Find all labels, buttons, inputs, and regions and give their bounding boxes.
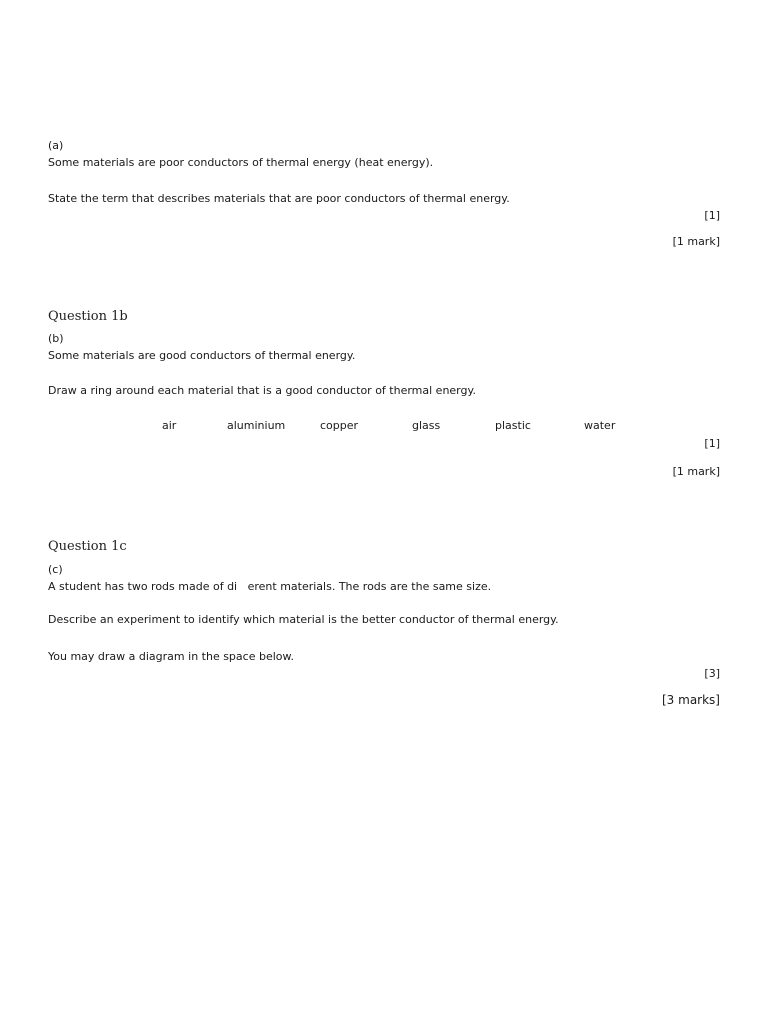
material-option-water[interactable]: water (584, 419, 616, 432)
question-1a-total-marks: [1 mark] (672, 235, 720, 248)
question-1b-heading: Question 1b (48, 309, 128, 324)
question-1a-mark: [1] (704, 209, 720, 222)
question-1a-intro: Some materials are poor conductors of thermal energy (heat energy). (48, 156, 434, 169)
question-1c-intro: A student has two rods made of di erent materials. The rods are the same size. (48, 580, 492, 593)
part-label-b: (b) (48, 332, 64, 345)
question-1b-intro: Some materials are good conductors of thermal energy. (48, 349, 356, 362)
question-1b-mark: [1] (704, 437, 720, 450)
diagram-answer-space[interactable] (48, 720, 720, 1000)
material-option-aluminium[interactable]: aluminium (227, 419, 286, 432)
question-1c-total-marks: [3 marks] (662, 693, 720, 707)
question-1a-task: State the term that describes materials that are poor conductors of thermal energy. (48, 192, 510, 205)
material-option-glass[interactable]: glass (412, 419, 441, 432)
question-1c-heading: Question 1c (48, 539, 127, 554)
material-option-air[interactable]: air (162, 419, 177, 432)
question-1b-total-marks: [1 mark] (672, 465, 720, 478)
question-1c-note: You may draw a diagram in the space below. (48, 650, 294, 663)
material-option-plastic[interactable]: plastic (495, 419, 531, 432)
part-label-c: (c) (48, 563, 63, 576)
material-option-copper[interactable]: copper (320, 419, 359, 432)
question-1b-task: Draw a ring around each material that is a good conductor of thermal energy. (48, 384, 476, 397)
question-1c-mark: [3] (704, 667, 720, 680)
part-label-a: (a) (48, 139, 64, 152)
question-1c-task: Describe an experiment to identify which material is the better conductor of thermal energy. (48, 613, 559, 626)
